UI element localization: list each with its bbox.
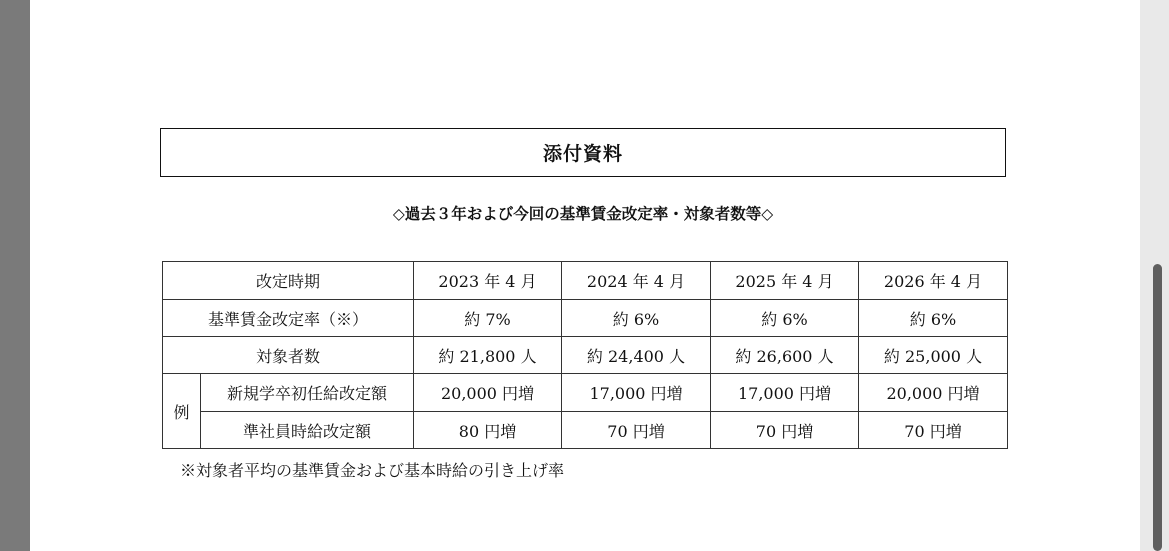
value-cell: 70 円増 (711, 412, 859, 449)
value-cell: 17,000 円増 (711, 374, 859, 412)
value-cell: 約 6% (562, 300, 711, 337)
row-label-cell: 新規学卒初任給改定額 (201, 374, 414, 412)
example-group-cell: 例 (163, 374, 201, 449)
value-cell: 約 21,800 人 (414, 337, 562, 374)
footnote: ※対象者平均の基準賃金および基本時給の引き上げ率 (180, 461, 565, 480)
row-label-cell: 準社員時給改定額 (201, 412, 414, 449)
value-cell: 20,000 円増 (414, 374, 562, 412)
value-cell: 80 円増 (414, 412, 562, 449)
table-header-row (163, 262, 1008, 300)
period-cell: 2025 年 4 月 (711, 262, 859, 300)
header-label-cell: 改定時期 (163, 262, 414, 300)
period-cell: 2024 年 4 月 (562, 262, 711, 300)
row-label-cell: 基準賃金改定率（※） (163, 300, 414, 337)
value-cell: 約 7% (414, 300, 562, 337)
table-row (163, 337, 1008, 374)
value-cell: 70 円増 (859, 412, 1008, 449)
value-cell: 20,000 円増 (859, 374, 1008, 412)
value-cell: 約 6% (859, 300, 1008, 337)
value-cell: 約 24,400 人 (562, 337, 711, 374)
value-cell: 約 6% (711, 300, 859, 337)
document-title: 添付資料 (160, 128, 1006, 177)
value-cell: 約 25,000 人 (859, 337, 1008, 374)
row-label-cell: 対象者数 (163, 337, 414, 374)
period-cell: 2026 年 4 月 (859, 262, 1008, 300)
value-cell: 約 26,600 人 (711, 337, 859, 374)
table-row (163, 374, 1008, 412)
value-cell: 70 円増 (562, 412, 711, 449)
table-row (163, 300, 1008, 337)
vertical-scrollbar[interactable] (1153, 264, 1162, 551)
table-caption: ◇過去３年および今回の基準賃金改定率・対象者数等◇ (392, 205, 774, 223)
period-cell: 2023 年 4 月 (414, 262, 562, 300)
table-row (163, 412, 1008, 449)
value-cell: 17,000 円増 (562, 374, 711, 412)
wage-revision-table (162, 261, 1008, 449)
